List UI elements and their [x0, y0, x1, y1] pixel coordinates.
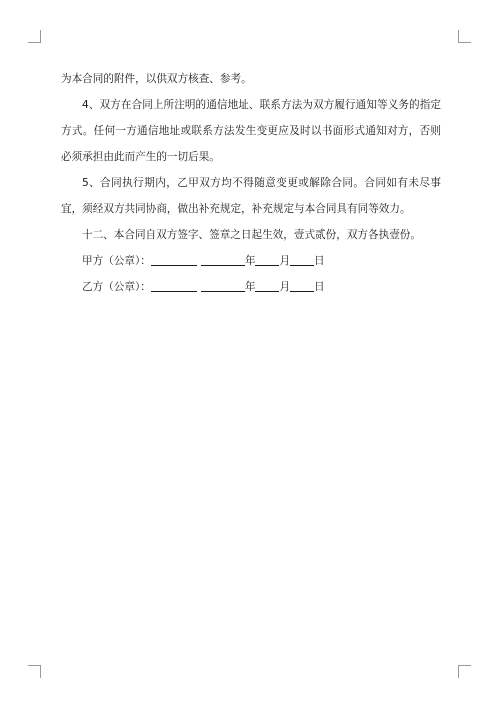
month-blank: [255, 279, 279, 292]
signature-blank: [151, 253, 197, 266]
crop-mark-bottom-right: [458, 665, 471, 678]
signature-line-party-a: [61, 248, 441, 274]
month-blank: [255, 253, 279, 266]
crop-mark-bottom-left: [28, 665, 41, 678]
paragraph-attachment: 为本合同的附件，以供双方核查、参考。: [61, 73, 252, 85]
day-blank: [290, 253, 314, 266]
signature-label-party-b: 乙方（公章）：: [82, 281, 151, 293]
year-label: 年: [244, 255, 256, 267]
crop-mark-top-left: [28, 30, 41, 43]
day-label: 日: [314, 255, 325, 267]
signature-label-party-a: 甲方（公章）：: [82, 255, 151, 267]
signature-blank: [201, 253, 245, 266]
paragraph-clause-4: 4、双方在合同上所注明的通信地址、联系方法为双方履行通知等义务的指定方式。任何一方通信地址或联系方法发生变更应及时以书面形式通知对方，否则必须承担由此而产生的一切后果。: [61, 99, 441, 163]
signature-line-party-b: [61, 274, 441, 300]
day-label: 日: [314, 281, 325, 293]
signature-blank: [151, 279, 197, 292]
paragraph-clause-5: 5、合同执行期内，乙甲双方均不得随意变更或解除合同。合同如有未尽事宜，须经双方共同协商，做出补充规定，补充规定与本合同具有同等效力。: [61, 177, 441, 215]
month-label: 月: [279, 255, 291, 267]
day-blank: [290, 279, 314, 292]
crop-mark-top-right: [458, 30, 471, 43]
document-body: [61, 66, 441, 300]
paragraph-clause-12: 十二、本合同自双方签字、签章之日起生效，壹式贰份，双方各执壹份。: [82, 229, 421, 241]
signature-blank: [201, 279, 245, 292]
month-label: 月: [279, 281, 291, 293]
year-label: 年: [244, 281, 256, 293]
